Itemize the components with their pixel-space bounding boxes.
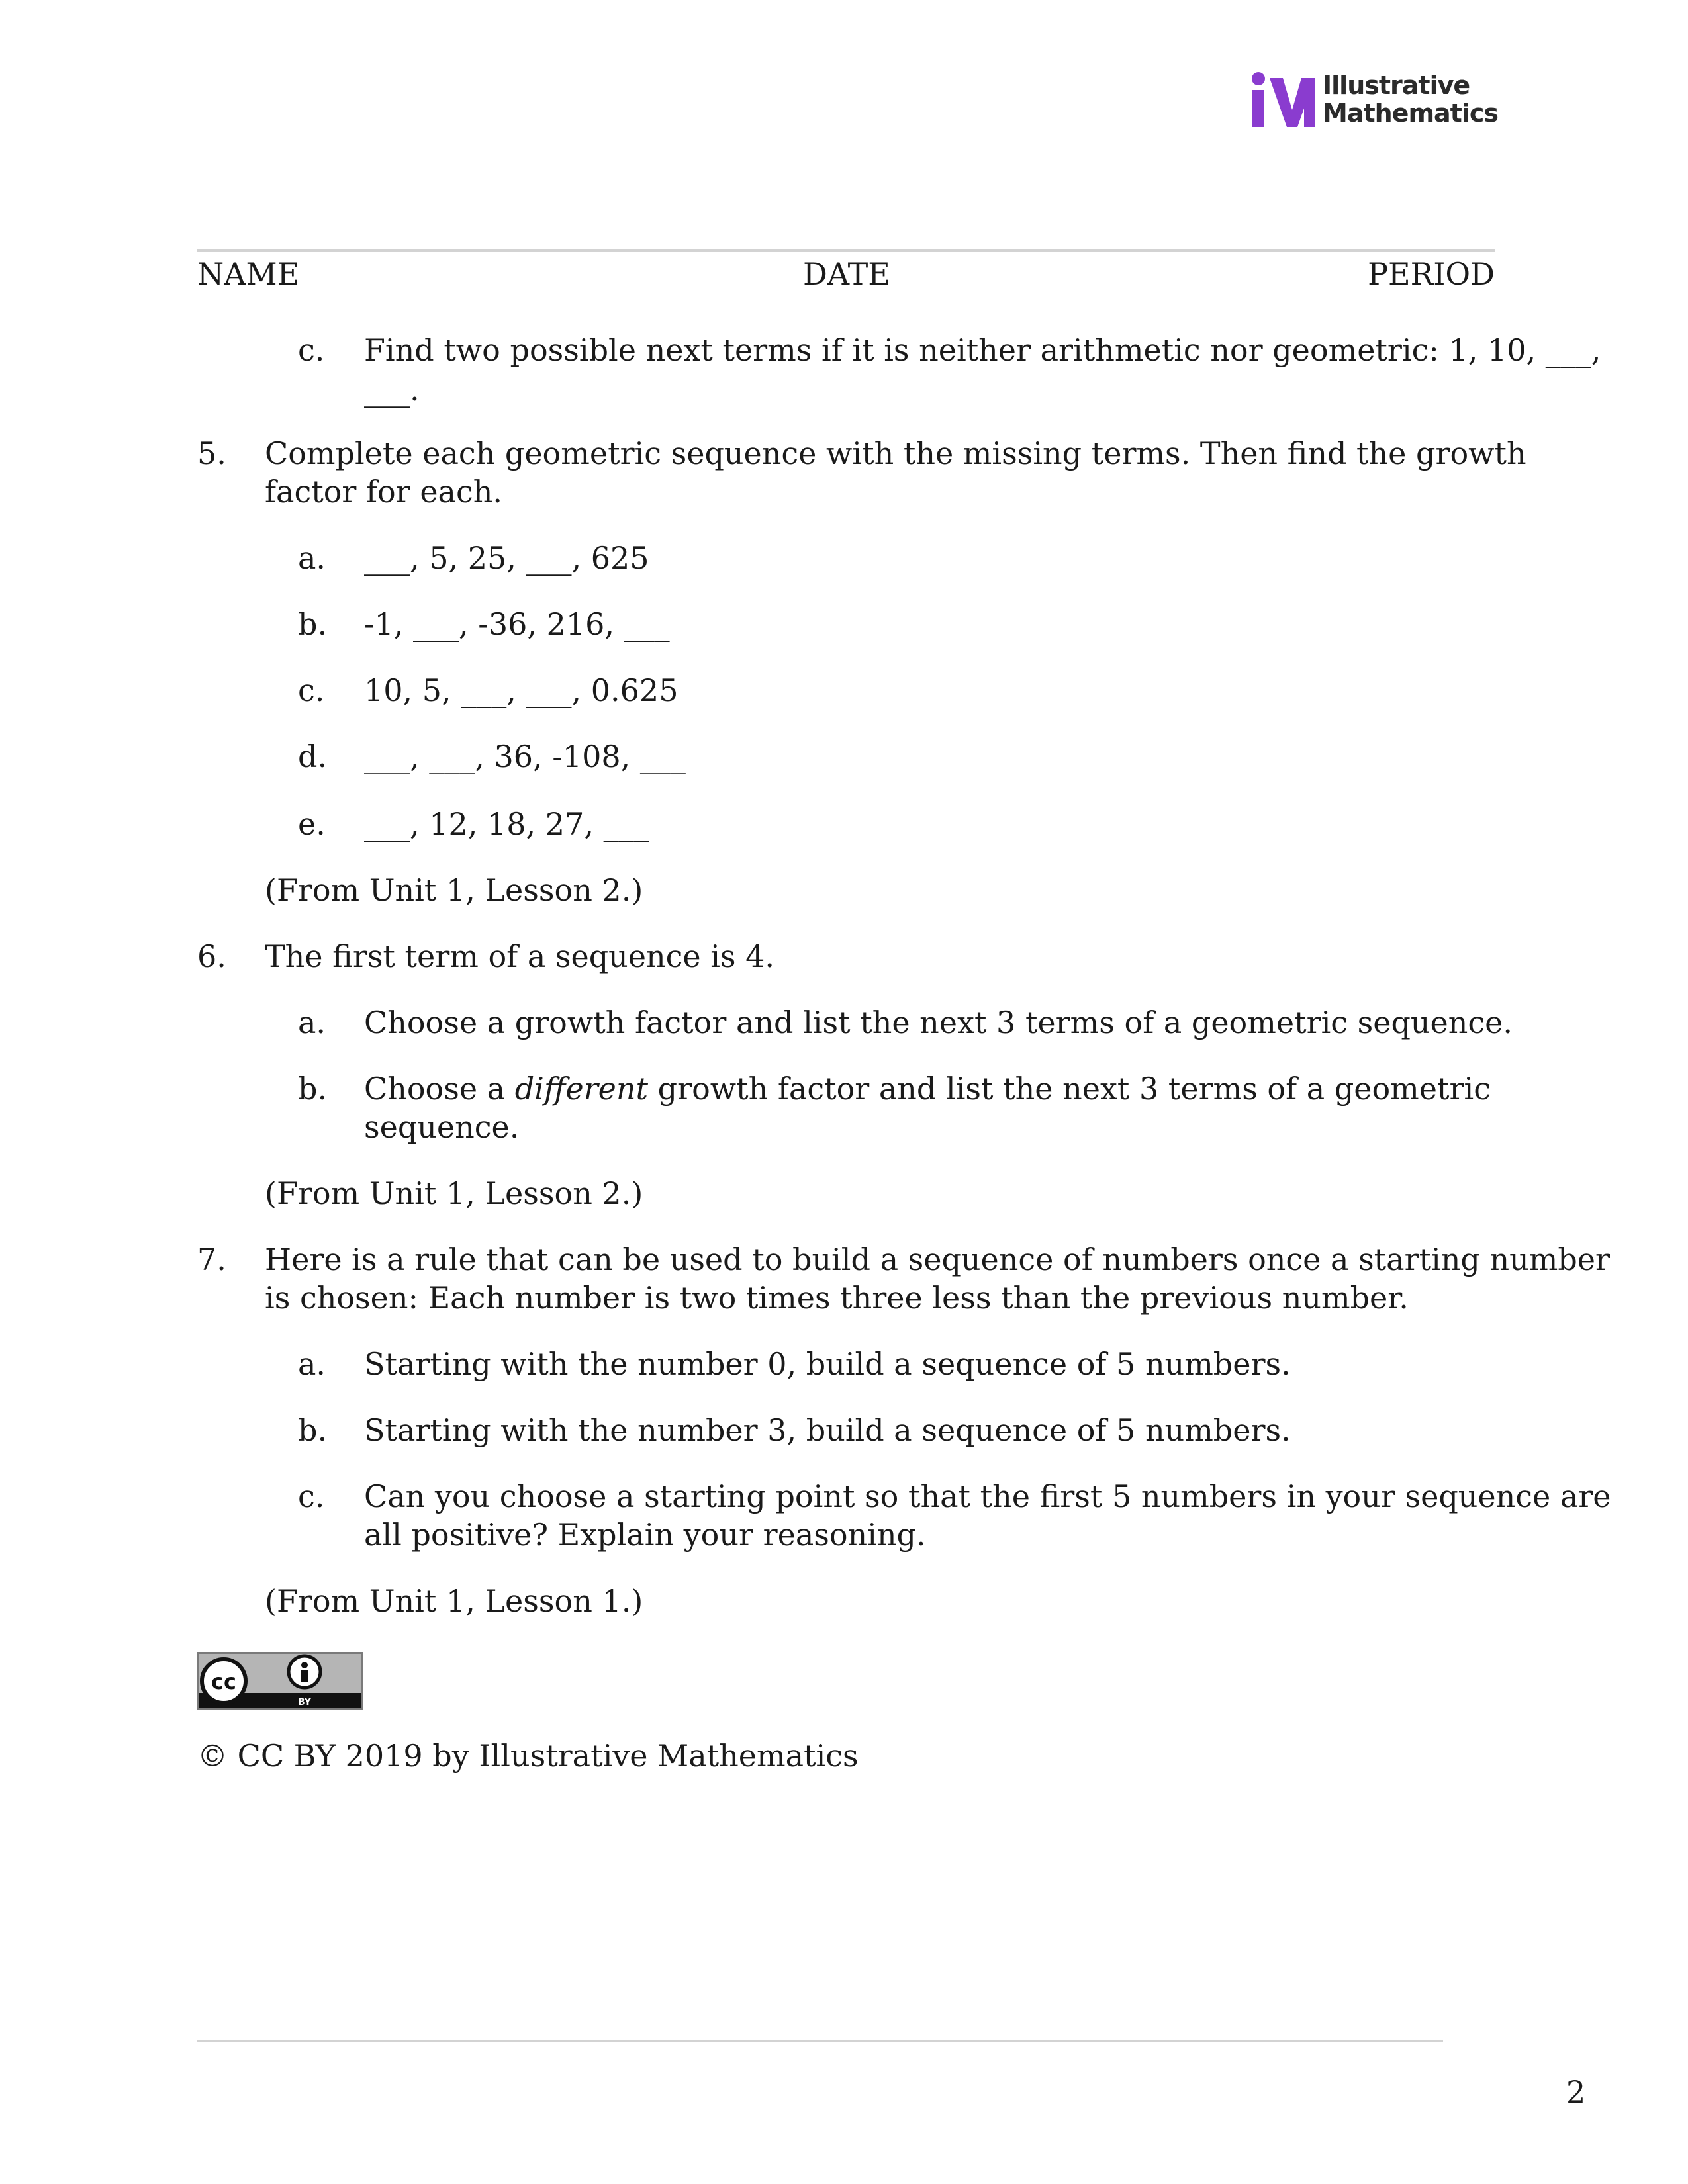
q7a-letter: a.	[298, 1346, 326, 1382]
q5-prompt-line-2: factor for each.	[265, 474, 502, 510]
date-label: DATE	[803, 256, 890, 292]
im-logo-icon	[1250, 71, 1319, 128]
q7a-text: Starting with the number 0, build a sequence of 5 numbers.	[364, 1346, 1291, 1382]
q6b-post: growth factor and list the next 3 terms of a geometric	[648, 1071, 1491, 1107]
q7b-letter: b.	[298, 1412, 328, 1448]
header-divider	[197, 249, 1495, 252]
q5e-letter: e.	[298, 806, 326, 842]
q6b-line-2: sequence.	[364, 1109, 520, 1145]
q6a-text: Choose a growth factor and list the next 3 terms of a geometric sequence.	[364, 1005, 1513, 1040]
cc-by-license-badge	[197, 1652, 363, 1710]
q5d-letter: d.	[298, 739, 328, 774]
footer-divider	[197, 2040, 1443, 2042]
q7-prompt-line-1: Here is a rule that can be used to build a sequence of numbers once a starting number	[265, 1242, 1610, 1277]
q7c-line-1: Can you choose a starting point so that the first 5 numbers in your sequence are	[364, 1479, 1611, 1514]
q4c-letter: c.	[298, 332, 325, 368]
logo-line-1: Illustrative	[1323, 71, 1470, 100]
q6a-letter: a.	[298, 1005, 326, 1040]
svg-text:cc: cc	[211, 1669, 236, 1694]
q5-number: 5.	[197, 435, 226, 471]
q7c-letter: c.	[298, 1479, 325, 1514]
q5c-letter: c.	[298, 672, 325, 708]
q5c-sequence: 10, 5, ___, ___, 0.625	[364, 672, 679, 708]
period-label: PERIOD	[1368, 256, 1495, 292]
q5d-sequence: ___, ___, 36, -108, ___	[364, 739, 686, 774]
name-label: NAME	[197, 256, 300, 292]
logo-wordmark	[1323, 71, 1498, 127]
student-info-row	[197, 254, 1495, 294]
page-number: 2	[1566, 2074, 1586, 2110]
q6-source: (From Unit 1, Lesson 2.)	[265, 1175, 643, 1211]
q6b-line-1	[364, 1069, 1491, 1108]
q6b-pre: Choose a	[364, 1071, 515, 1107]
q7c-line-2: all positive? Explain your reasoning.	[364, 1517, 926, 1553]
q6-number: 6.	[197, 938, 226, 974]
q5a-sequence: ___, 5, 25, ___, 625	[364, 540, 649, 576]
q5e-sequence: ___, 12, 18, 27, ___	[364, 806, 649, 842]
copyright-notice: © CC BY 2019 by Illustrative Mathematics	[197, 1738, 859, 1774]
q5a-letter: a.	[298, 540, 326, 576]
q4c-line-1: Find two possible next terms if it is neither arithmetic nor geometric: 1, 10, ___,	[364, 332, 1601, 368]
q7-source: (From Unit 1, Lesson 1.)	[265, 1583, 643, 1619]
svg-text:BY: BY	[297, 1697, 312, 1707]
q7b-text: Starting with the number 3, build a sequence of 5 numbers.	[364, 1412, 1291, 1448]
q4c-line-2: ___.	[364, 372, 420, 408]
q5-prompt-line-1: Complete each geometric sequence with the missing terms. Then find the growth	[265, 435, 1526, 471]
q6b-letter: b.	[298, 1071, 328, 1107]
q6b-emphasis: different	[514, 1071, 649, 1107]
illustrative-mathematics-logo	[1250, 69, 1499, 132]
q7-prompt-line-2: is chosen: Each number is two times three less than the previous number.	[265, 1280, 1409, 1316]
q6-prompt: The first term of a sequence is 4.	[265, 938, 775, 974]
logo-line-2: Mathematics	[1323, 99, 1499, 128]
q7-number: 7.	[197, 1242, 226, 1277]
q5b-letter: b.	[298, 606, 328, 642]
q5-source: (From Unit 1, Lesson 2.)	[265, 872, 643, 908]
q5b-sequence: -1, ___, -36, 216, ___	[364, 606, 670, 642]
